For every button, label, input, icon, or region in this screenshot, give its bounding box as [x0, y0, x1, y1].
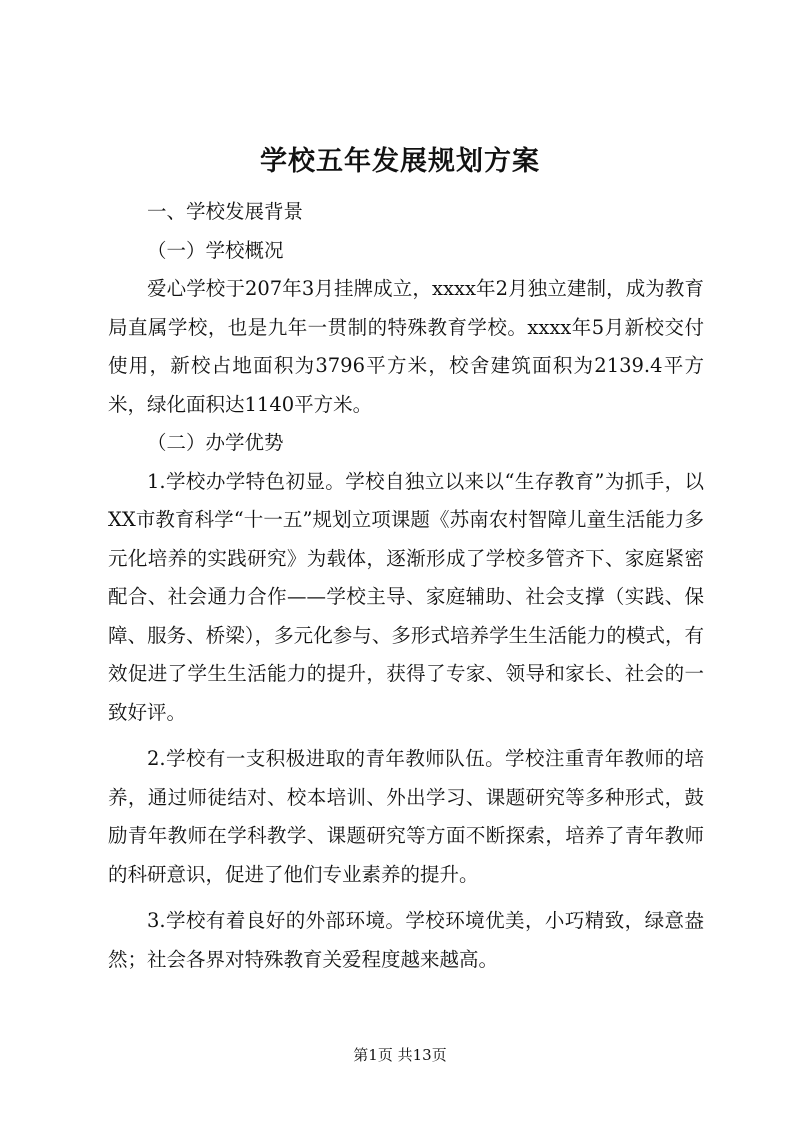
document-title: 学校五年发展规划方案 [260, 146, 540, 177]
subsection-heading-overview: （一）学校概况 [147, 238, 284, 262]
section-heading-background: 一、学校发展背景 [147, 200, 304, 223]
document-body [108, 193, 704, 979]
paragraph-advantage-3: 3.学校有着良好的外部环境。学校环境优美，小巧精致，绿意盎然；社会各界对特殊教育关爱程度越来越高。 [108, 909, 704, 971]
paragraph-advantage-2: 2.学校有一支积极进取的青年教师队伍。学校注重青年教师的培养，通过师徒结对、校本培训、外出学习、课题研究等多种形式，鼓励青年教师在学科教学、课题研究等方面不断探索，培养了青年教师的科研意识，促进了他们专业素养的提升。 [108, 747, 704, 886]
paragraph-advantage-1: 1.学校办学特色初显。学校自独立以来以“生存教育”为抓手，以XX市教育科学“十一五”规划立项课题《苏南农村智障儿童生活能力多元化培养的实践研究》为载体，逐渐形成了学校多管齐下、家庭紧密配合、社会通力合作——学校主导、家庭辅助、社会支撑（实践、保障、服务、桥梁），多元化参与、多形式培养学生生活能力的模式，有效促进了学生生活能力的提升，获得了专家、领导和家长、社会的一致好评。 [108, 469, 704, 724]
page-footer: 第1页 共13页 [353, 1046, 447, 1064]
subsection-heading-advantages: （二）办学优势 [147, 431, 284, 454]
paragraph-overview: 爱心学校于207年3月挂牌成立，xxxx年2月独立建制，成为教育局直属学校，也是九年一贯制的特殊教育学校。xxxx年5月新校交付使用，新校占地面积为3796平方米，校舍建筑面积为2139.4平方米，绿化面积达1140平方米。 [108, 277, 704, 416]
